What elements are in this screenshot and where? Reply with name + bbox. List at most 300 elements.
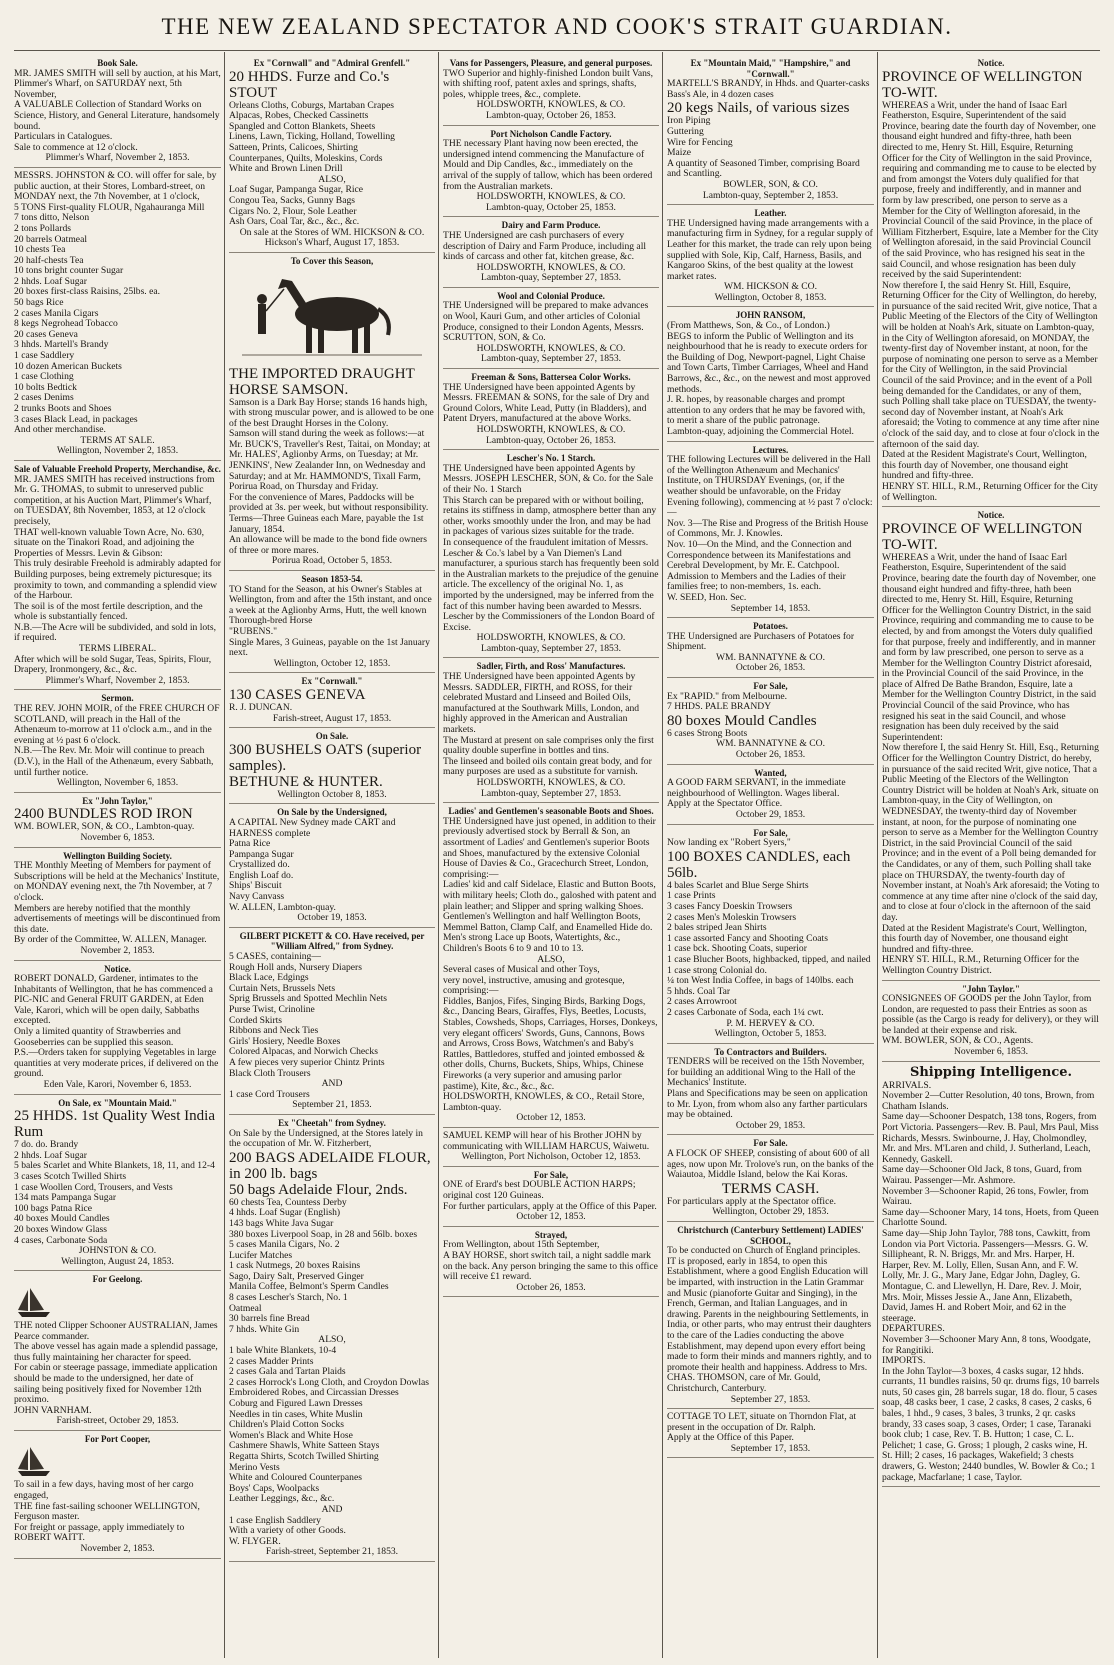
advertisement (14, 796, 221, 848)
ad-line: THE Undersigned will be prepared to make advances on Wool, Kauri Gum, and other articles of Colonial Produce, consigned to their London Agents, Messrs. SCRUTTON, SON, & Co. (443, 300, 649, 344)
ad-line: This Starch can be prepared with or without boiling, retains its stiffness in damp, atmosphere better than any other, works smoothly under the Iron, and may be had in packages of various sizes suitable for the trade. (443, 494, 657, 538)
ad-line: THE Undersigned have just opened, in addition to their previously advertised stock by Berrall & Son, an assortment of Ladies' and Gentlemen's superior Boots and Shoes, manufactured by the extensive Colonial House of Davies & Co., Gracechurch Street, London, comprising:— (443, 815, 656, 880)
ad-line: HOLDSWORTH, KNOWLES, & CO. (476, 777, 626, 788)
ad-line: 40 boxes Mould Candles (14, 1213, 110, 1225)
ad-line: November 2, 1853. (80, 1543, 155, 1555)
ad-line: October 12, 1853. (516, 1112, 586, 1124)
ad-line: P.S.—Orders taken for supplying Vegetables in large quantities at very moderate prices, if delivered on the ground. (14, 1047, 219, 1080)
advertisement (443, 1131, 659, 1167)
ad-heading: For Sale, (753, 827, 788, 838)
ad-line: Ladies' kid and calf Sidelace, Elastic and Button Boots, with military heels; Cloth do., galoshed with patent and plain leather; and Slipper and spring walking Shoes. (443, 879, 657, 912)
ad-line: Now therefore I, the said Henry St. Hill, Esquire, Returning Officer for the City of Wellington, do hereby, in pursuance of the said recited Writ, give notice, That a Public Meeting of the Electors of the City of Wellington will be holden at Noah's Ark, situate on Lambton-quay, in the City of Wellington aforesaid, on MONDAY, the twenty-first day of November instant, at noon, for the purpose of nominating one person to serve as a Member for the City of Wellington, in the said Provincial Council of the said Province; and in the event of a Poll being demanded for the Candidates, or any of them, such Polling shall take place on TUESDAY, the twenty-second day of November instant, at Noah's Ark aforesaid; the Voting to commence at any time after nine o'clock of the said day, and to close at four o'clock in the afternoon of the said day. (882, 279, 1100, 450)
ad-line: TERMS CASH. (721, 1180, 820, 1197)
ad-line: Wellington, October 5, 1853. (714, 1028, 827, 1040)
ad-heading: Sadler, Firth, and Ross' Manufactures. (476, 661, 626, 672)
ad-line: N.B.—The Rev. Mr. Moir will continue to preach (D.V.), in the Hall of the Athenæum, every Sabbath, until further notice. (14, 745, 214, 778)
ad-line: Now therefore I, the said Henry St. Hill, Esq., Returning Officer for the Wellington Country District, do hereby, in pursuance of the said recited Writ, give notice, That a Public Meeting of the Electors of the Wellington Country District will be holden at Noah's Ark, situate on Lambton-quay, in the City of Wellington, on WEDNESDAY, the twenty-third day of November instant, at noon, for the purpose of nominating one person to serve as a Member for the Wellington Country District, in the said Provincial Council of the said Province; and in the event of a Poll being demanded for the Candidates, or any of them, such Polling shall take place on THURSDAY, the twenty-fourth day of November instant, at Noah's Ark aforesaid; the Voting to commence at any time after nine o'clock of the said day, and to close at four o'clock in the afternoon of the said day. (882, 742, 1100, 923)
ad-line: 7 do. do. Brandy (14, 1139, 79, 1151)
ad-line: 2 cases Madder Prints (229, 1355, 314, 1367)
ad-line: HOLDSWORTH, KNOWLES, & CO. (476, 191, 626, 203)
ad-line: Bass's Ale, in 4 dozen cases (667, 88, 774, 100)
ad-line: MARTELL'S BRANDY, in Hhds. and Quarter-casks (667, 78, 870, 90)
ad-line: 2 cases Denims (14, 392, 74, 404)
ad-line: Alpacas, Robes, Checked Cassinetts (229, 110, 369, 122)
advertisement (443, 372, 659, 450)
ad-line: Lambton-quay, September 27, 1853. (480, 642, 622, 654)
ad-line: Oatmeal (229, 1302, 262, 1314)
ad-line: 25 HHDS. 1st Quality West India Rum (14, 1108, 216, 1141)
ad-line: Apply at the Spectator Office. (667, 798, 783, 810)
ad-heading: Notice. (977, 510, 1005, 521)
ad-line: Ribbons and Neck Ties (229, 1025, 319, 1037)
ad-line: 5 CASES, containing— (229, 951, 321, 963)
ad-line: November 2—Cutter Resolution, 40 tons, Brown, from Chatham Islands. (882, 1090, 1095, 1112)
ad-line: 1 case English Saddlery (229, 1514, 321, 1526)
ad-line: THAT well-known valuable Town Acre, No. 630, situate on the Tinakori Road, and adjoining the Properties of Messrs. Levin & Gibson: (14, 526, 205, 559)
ad-line: W. FLYGER. (229, 1535, 281, 1547)
advertisement (667, 1138, 874, 1222)
ad-line: THE fine fast-sailing schooner WELLINGTON, Ferguson master. (14, 1500, 200, 1523)
ad-line: Nov. 10—On the Mind, and the Connection and Correspondence between its Manifestations and Cerebral Development, by Mr. E. Catchpool. (667, 538, 852, 572)
ad-line: For the convenience of Mares, Paddocks will be provided at 3s. per week, but without responsibility. (229, 491, 429, 514)
ad-line: WM. BOWLER, SON, & CO., Lambton-quay. (14, 821, 195, 833)
ad-line: Ash Oars, Coal Tar, &c., &c., &c. (229, 216, 360, 228)
ad-line: Lucifer Matches (229, 1249, 293, 1261)
ad-heading: For Geelong. (92, 1274, 143, 1285)
ad-line: September 14, 1853. (730, 602, 811, 614)
ad-line: Wellington, October 12, 1853. (273, 657, 391, 669)
ad-line: 143 bags White Java Sugar (229, 1217, 334, 1229)
advertisement (443, 129, 659, 218)
ad-line: THE Undersigned have been appointed Agents by Messrs. SADDLER, FIRTH, and ROSS, for their celebrated Mustard and Linseed and Boiled Oils, manufactured at the Southwark Mills, London, and highly approved in the American and Australian markets. (443, 671, 640, 736)
ad-line: 1 case bck. Shooting Coats, superior (667, 943, 807, 955)
ad-line: Orleans Cloths, Coburgs, Martaban Crapes (229, 99, 395, 111)
ad-line: Wellington, August 24, 1853. (61, 1255, 174, 1267)
ad-line: 1 case Prints (667, 890, 716, 902)
ad-heading: Ladies' and Gentlemen's seasonable Boots and Shoes. (448, 806, 654, 817)
ad-line: Crystallized do. (229, 859, 290, 871)
ad-line: Wellington, November 6, 1853. (56, 777, 179, 789)
ad-line: HOLDSWORTH, KNOWLES, & CO., Retail Store, Lambton-quay. (443, 1091, 645, 1113)
advertisement (667, 681, 874, 765)
advertisement (667, 768, 874, 825)
column-1 (14, 58, 221, 1658)
ad-line: Lambton-quay, September 2, 1853. (702, 189, 839, 201)
ad-line: November 6, 1853. (953, 1046, 1029, 1058)
ad-line: 1 case Cord Trousers (229, 1088, 310, 1100)
ad-heading: Ex "Mountain Maid," "Hampshire," and "Cornwall." (690, 58, 851, 79)
ad-line: 4 hhds. Loaf Sugar (English) (229, 1207, 341, 1219)
ad-line: IMPORTS. (882, 1355, 926, 1367)
advertisement (14, 1098, 221, 1272)
ad-line: 5 TONS First-quality FLOUR, Ngahauranga Mill (14, 201, 205, 213)
ad-heading: Leather. (754, 208, 787, 219)
ad-line: 1 bale White Blankets, 10-4 (229, 1345, 337, 1357)
advertisement (667, 1225, 874, 1409)
ad-line: BETHUNE & HUNTER. (229, 773, 383, 790)
ad-line: 20 kegs Nails, of various sizes (667, 100, 850, 117)
ad-line: THE Undersigned having made arrangements with a manufacturing firm in Sydney, for a regular supply of Leather for this market, the trade can rely upon being supplied with Sole, Kip, Calf, Harness, Basils, and Kangaroo Skins, of the best quality at the lowest market rates. (667, 217, 873, 282)
ad-heading: Dairy and Farm Produce. (501, 220, 601, 231)
ad-heading: Ex "Cornwall." (301, 676, 363, 687)
ad-line: Patna Rice (229, 838, 271, 850)
ad-line: A VALUABLE Collection of Standard Works on Science, History, and General Literature, handsomely bound. (14, 99, 220, 132)
ad-heading: On Sale by the Undersigned, (277, 807, 387, 818)
ad-line: Black Cloth Trousers (229, 1067, 311, 1079)
ad-line: Cashmere Shawls, White Satteen Stays (229, 1440, 380, 1452)
ad-line: 2400 BUNDLES ROD IRON (14, 806, 193, 823)
ad-line: WM. HICKSON & CO. (723, 281, 817, 293)
ad-line: 1 case Woollen Cord, Trousers, and Vests (14, 1181, 173, 1193)
ad-line: PROVINCE OF WELLINGTON TO-WIT. (882, 68, 1083, 101)
ad-line: With a variety of other Goods. (229, 1525, 346, 1537)
ad-line: BEGS to inform the Public of Wellington and its neighbourhood that he is ready to execute orders for the Building of Dog, Newport-pagnel, Light Chaise and Town Carts, Timber Carriages, Wheel and Hand Barrows, &c., &c., on the newest and most approved methods. (667, 330, 871, 395)
ad-line: 200 BAGS ADELAIDE FLOUR, in 200 lb. bags (229, 1149, 431, 1182)
ad-heading: On Sale. (315, 731, 349, 742)
ad-line: 20 boxes Window Glass (14, 1223, 107, 1235)
ad-heading: Lescher's No. 1 Starch. (506, 453, 596, 464)
column-rule (438, 52, 439, 1658)
ad-line: ARRIVALS. (882, 1079, 932, 1091)
advertisement (443, 453, 659, 658)
ad-line: Several cases of Musical and other Toys, (443, 964, 600, 976)
ad-line: "RUBENS." (229, 625, 278, 637)
ad-line: 80 boxes Mould Candles (667, 712, 817, 729)
ad-line: (From Matthews, Son, & Co., of London.) (667, 320, 830, 332)
ad-line: 2 tons Pollards (14, 222, 72, 234)
ad-line: THE following Lectures will be delivered in the Hall of the Wellington Athenæum and Mechanics' Institute, on THURSDAY Evenings, (or, if the weather should be unfavorable, on the Friday Evening following), commencing at ½ past 7 o'clock:— (667, 454, 873, 519)
ad-line: ALSO, (318, 173, 346, 185)
column-5 (882, 58, 1100, 1658)
advertisement (229, 676, 435, 728)
ad-line: 3 cases Black Lead, in packages (14, 413, 138, 425)
ad-heading: For Port Cooper, (84, 1433, 151, 1444)
ad-line: A quantity of Seasoned Timber, comprising Board and Scantling. (667, 157, 860, 180)
ad-heading: Wanted, (754, 767, 787, 778)
ad-line: On Sale by the Undersigned, at the Stores lately in the occupation of Mr. W. Fitzherbert, (229, 1127, 423, 1150)
advertisement (667, 621, 874, 678)
ad-line: 7 HHDS. PALE BRANDY (667, 701, 772, 713)
ad-line: TENDERS will be received on the 15th November, for building an additional Wing to the Hall of the Mechanics' Institute. (667, 1056, 865, 1089)
ad-line: Girls' Hosiery, Needle Boxes (229, 1035, 341, 1047)
ad-line: For further particulars, apply at the Office of this Paper. (443, 1200, 657, 1212)
ad-line: Leather Leggings, &c., &c. (229, 1493, 335, 1505)
ad-line: Same day—Schooner Mary, 14 tons, Hoets, from Queen Charlotte Sound. (882, 1206, 1099, 1229)
advertisement (882, 984, 1100, 1062)
ad-line: JOHN VARNHAM. (14, 1404, 92, 1416)
ad-line: Plimmer's Wharf, November 2, 1853. (45, 152, 190, 164)
ad-line: ROBERT DONALD, Gardener, intimates to the Inhabitants of Wellington, that he has commenced a PIC-NIC and General FRUIT GARDEN, at Eden Vale, Karori, which will be open daily, Sabbaths excepted. (14, 973, 213, 1027)
ad-line: BOWLER, SON, & CO. (723, 178, 818, 190)
ad-line: HOLDSWORTH, KNOWLES, & CO. (476, 261, 626, 273)
advertisement (667, 208, 874, 307)
ad-line: Wellington, October 8, 1853. (714, 291, 827, 303)
ad-line: October 19, 1853. (297, 912, 367, 924)
ad-line: For freight or passage, apply immediately to ROBERT WAITT. (14, 1521, 185, 1544)
ad-line: Corded Skirts (229, 1014, 283, 1026)
advertisement (229, 807, 435, 928)
ad-line: 1 case Blucher Boots, highbacked, tipped, and nailed (667, 953, 871, 965)
ad-line: Terms—Three Guineas each Mare, payable the 1st January, 1854. (229, 513, 424, 535)
ad-line: By order of the Committee, W. ALLEN, Manager. (14, 934, 207, 946)
ad-heading: Sermon. (101, 693, 134, 704)
ad-heading: Book Sale. (97, 58, 138, 68)
ad-line: WM. BOWLER, SON, & CO., Agents. (882, 1035, 1034, 1047)
ad-line: HOLDSWORTH, KNOWLES, & CO. (476, 99, 626, 111)
ad-line: Lambton-quay, adjoining the Commercial Hotel. (667, 426, 854, 437)
ad-line: P. M. HERVEY & CO. (726, 1017, 815, 1029)
ad-line: November 6, 1853. (80, 831, 155, 843)
advertisement (229, 256, 435, 571)
ad-line: TERMS AT SALE. (80, 434, 155, 446)
ad-line: The linseed and boiled oils contain great body, and for many purposes are used as a substitute for varnish. (443, 755, 652, 778)
advertisement (443, 220, 659, 288)
ad-line: 1 cask Nutmegs, 20 boxes Raisins (229, 1260, 361, 1272)
ad-heading: For Sale. (753, 1138, 788, 1149)
ad-line: Dated at the Resident Magistrate's Court, Wellington, this fourth day of November, one thousand eight hundred and fifty-three. (882, 449, 1087, 482)
ad-line: September 17, 1853. (730, 1442, 811, 1454)
ad-line: Needles in tin cases, White Muslin (229, 1408, 363, 1420)
ad-line: TWO Superior and highly-finished London built Vans, with shifting roof, patent axles and springs, shafts, poles, whipple trees, &c., complete. (443, 67, 654, 100)
ad-line: Wire for Fencing (667, 136, 733, 148)
ad-line: THE Undersigned are cash purchasers of every description of Dairy and Farm Produce, including all kinds of carcass and other fat, kitchen grease, &c. (443, 229, 647, 263)
ad-line: ALSO, (318, 1334, 346, 1346)
advertisement (14, 1274, 221, 1431)
ad-line: 50 bags Rice (14, 297, 64, 309)
ad-line: White and Coloured Counterpanes (229, 1472, 362, 1484)
ad-line: Samson will stand during the week as follows:—at Mr. BUCK'S, Traveller's Rest, Taitai, on Monday; at Mr. HALES', Aglionby Arms, on Tuesday; at Mr. JENKINS', New Zealander Inn, on Wednesday and Saturday; and at Mr. HAMMOND'S, Tixall Farm, Porirua Road, on Thursday and Friday. (229, 428, 431, 493)
ad-heading: Strayed, (534, 1229, 568, 1240)
advertisement (14, 851, 221, 961)
advertisement (14, 171, 221, 461)
ad-line: very novel, instructive, amusing and grotesque, comprising:— (443, 974, 625, 997)
advertisement (14, 693, 221, 792)
ad-line: The Mustard at present on sale comprises only the first quality double superfine in bottles and tins. (443, 734, 654, 757)
ad-line: A CAPITAL New Sydney made CART and HARNESS complete (229, 816, 396, 839)
advertisement (882, 1065, 1100, 1488)
ad-heading: To Cover this Season, (290, 255, 374, 266)
ad-line: A FLOCK OF SHEEP, consisting of about 600 of all ages, now upon Mr. Trolove's run, on the banks of the Waiautoa, Middle Island, below the Kai Koras. (667, 1148, 874, 1181)
ad-line: October 29, 1853. (735, 809, 806, 820)
ad-line: Colored Alpacas, and Norwich Checks (229, 1046, 378, 1058)
ad-line: Lambton-quay, September 27, 1853. (480, 353, 622, 365)
advertisement (667, 1412, 874, 1458)
ad-line: WHEREAS a Writ, under the hand of Isaac Earl Featherston, Esquire, Superintendent of the said Province, bearing date the fourth day of November, one thousand eight hundred and fifty-three, hath been directed to me, Henry St. Hill, Esquire, Returning Officer for the Wellington Country District, in the said Province, requiring and commanding me to cause to be elected, by and from amongst the Voters duly qualified for that purpose, freely and indifferently, and in manner and form by law prescribed, one person to serve as a Member for the Wellington Country District aforesaid, in the Provincial Council of the said Province, in the place of Alfred De Bathe Brandon, Esquire, late a Member for the Wellington Country District, in the said Provincial Council of the said Province, who has resigned his seat in the said Council, and whose resignation has been duly received by the said Superintendent: (882, 551, 1097, 743)
ad-line: WM. BANNATYNE & CO. (716, 651, 825, 663)
ad-line: 2 cases Gala and Tartan Plaids (229, 1366, 346, 1378)
ad-line: Lambton-quay, October 26, 1853. (486, 109, 616, 121)
ad-line: Linens, Lawn, Ticking, Holland, Towelling (229, 131, 395, 143)
ad-line: A BAY HORSE, short switch tail, a night saddle mark on the back. Any person bringing the same to this office will receive £1 reward. (443, 1249, 658, 1283)
ad-line: Members are hereby notified that the monthly advertisements of meetings will be discontinued from this date. (14, 902, 221, 935)
advertisement (14, 58, 221, 168)
draught-horse-engraving (242, 269, 422, 364)
ad-line: For cabin or steerage passage, immediate application should be made to the undersigned, her date of sailing being positively fixed for November 12th proximo. (14, 1362, 218, 1406)
ad-line: An allowance will be made to the bond fide owners of three or more mares. (229, 534, 427, 556)
ad-line: Iron Piping (667, 115, 711, 127)
ad-heading: For Sale, (753, 681, 788, 692)
ad-line: 100 bags Patna Rice (14, 1202, 93, 1214)
ad-line: TERMS LIBERAL. (78, 643, 157, 655)
ad-line: 10 chests Tea (14, 244, 66, 256)
ad-line: 20 boxes first-class Raisins, 25lbs. ea. (14, 286, 161, 298)
ad-line: Farish-street, August 17, 1853. (272, 712, 392, 724)
ad-line: Wellington, November 2, 1853. (56, 445, 179, 457)
ad-line: Nov. 3—The Rise and Progress of the British House of Commons, Mr. J. Knowles. (667, 517, 869, 540)
ad-line: DEPARTURES. (882, 1323, 945, 1335)
ad-line: Lambton-quay, September 27, 1853. (480, 787, 622, 799)
ad-line: 300 BUSHELS OATS (superior samples). (229, 741, 422, 774)
ad-line: In consequence of the fraudulent imitation of Messrs. Lescher & Co.'s label by a Van Diemen's Land manufacturer, a spurious starch has frequently been sold in the Australian markets to the prejudice of the genuine article. The excellency of the original No. 1, as imported by the undersigned, may be inferred from the fact of this number having been awarded to Messrs. Lescher by the Commissioners of the London Board of Excise. (443, 536, 659, 633)
ad-line: 10 dozen American Buckets (14, 360, 122, 372)
ad-line: 2 hhds. Loaf Sugar (14, 1149, 88, 1161)
ad-line: 5 cases Manila Cigars, No. 2 (229, 1239, 340, 1251)
column-4 (667, 58, 874, 1658)
ad-line: MR. JAMES SMITH will sell by auction, at his Mart, Plimmer's Wharf, on SATURDAY next, 5th November, (14, 67, 221, 100)
ad-line: 380 boxes Liverpool Soap, in 28 and 56lb. boxes (229, 1228, 418, 1240)
ad-line: 30 barrels fine Bread (229, 1313, 310, 1325)
ad-line: The above vessel has again made a splendid passage, thus fully maintaining her character for speed. (14, 1341, 218, 1363)
ad-line: 2 cases Horrock's Long Cloth, and Croydon Dowlas (229, 1376, 429, 1388)
column-rule (224, 52, 225, 1658)
ad-line: HOLDSWORTH, KNOWLES, & CO. (476, 632, 626, 644)
ad-line: Plimmer's Wharf, November 2, 1853. (45, 674, 190, 686)
advertisement (443, 661, 659, 803)
ad-line: Sprig Brussels and Spotted Mechlin Nets (229, 993, 388, 1005)
advertisement (229, 731, 435, 804)
ad-line: TO Stand for the Season, at his Owner's Stables at Wellington, from and after the 15th instant, and once a week at the Aglionby Arms, Hutt, the well known Thorough-bred Horse (229, 583, 432, 627)
ad-line: Boys' Caps, Woolpacks (229, 1482, 320, 1494)
ad-line: Apply at the Office of this Paper. (667, 1432, 794, 1444)
ad-line: Purse Twist, Crinoline (229, 1004, 315, 1015)
advertisement (229, 1118, 435, 1562)
ad-line: On sale at the Stores of WM. HICKSON & CO. (239, 226, 425, 238)
ad-line: Spangled and Cotton Blankets, Sheets (229, 120, 376, 132)
ad-heading: JOHN RANSOM, (735, 310, 806, 321)
ad-line: Samson is a Dark Bay Horse; stands 16 hands high, with strong muscular power, and is allowed to be one of the best Draught Horses in the Colony. (229, 396, 434, 429)
ad-line: 1 case strong Colonial do. (667, 964, 767, 976)
ad-line: AND (321, 1078, 343, 1090)
ad-line: 20 HHDS. Furze and Co.'s STOUT (229, 68, 390, 101)
ad-line: Curtain Nets, Brussels Nets (229, 982, 336, 994)
masthead-title: THE NEW ZEALAND SPECTATOR AND COOK'S STRAIT GUARDIAN. (161, 14, 953, 39)
ad-line: September 27, 1853. (730, 1393, 811, 1405)
ad-line: 3 hhds. Martell's Brandy (14, 339, 109, 351)
advertisement (14, 464, 221, 690)
ad-line: November 3—Schooner Mary Ann, 8 tons, Woodgate, for Rangitiki. (882, 1333, 1091, 1356)
ad-heading: Freeman & Sons, Battersea Color Works. (471, 372, 631, 383)
ad-line: September 21, 1853. (292, 1099, 372, 1111)
ad-line: Coburg and Figured Lawn Dresses (229, 1398, 363, 1409)
ad-line: Sago, Dairy Salt, Preserved Ginger (229, 1270, 364, 1282)
ad-line: Manila Coffee, Belmont's Sperm Candles (229, 1281, 389, 1293)
ad-line: Same day—Schooner Old Jack, 8 tons, Guard, from Wairau. Passenger—Mr. Ashmore. (882, 1164, 1082, 1186)
ad-line: 2 bales striped Jean Shirts (667, 922, 767, 934)
ad-heading: Sale of Valuable Freehold Property, Merchandise, &c. (14, 463, 221, 474)
ad-line: IT is proposed, early in 1854, to open this Establishment, where a good English Education will be imparted, with instruction in the Latin Grammar and Music (pianoforte Guitar and Singing), in the French, German, and Italian Languages, and in drawing. Parents in the neighbouring Settlements, in India, or other parts, who may entrust their daughters to the care of the Ladies conducting the above Establishment, may depend upon every effort being made to form their minds and manners rightly, and to promote their health and happiness. Address to Mrs. CHAS. THOMSON, care of Mr. Gould, Christchurch, Canterbury. (667, 1255, 872, 1394)
advertisement (229, 58, 435, 253)
column-2 (229, 58, 435, 1658)
ad-line: 2 cases Arrowroot (667, 996, 737, 1008)
ad-line: The soil is of the most fertile description, and the whole is substantially fenced. (14, 600, 203, 623)
ad-line: To be conducted on Church of England principles. (667, 1245, 861, 1257)
ad-heading: Potatoes. (753, 621, 788, 632)
schooner-engraving (14, 1286, 54, 1320)
ad-line: THE noted Clipper Schooner AUSTRALIAN, James Pearce commander. (14, 1319, 218, 1342)
ad-line: Fiddles, Banjos, Fifes, Singing Birds, Barking Dogs, &c., Dancing Bears, Giraffes, Flys, Beetles, Locusts, Stables, Cowsheds, Shops, Carriages, Horses, Donkeys, very elegant officers' Swords, Guns, Cannons, Bows and Arrows, Cross Bows, Watchmen's and Baby's Rattles, Battledores, stuffed and jointed embossed & other dolls, Churns, Buckets, Ships, Whips, Chinese Fireworks (a very superior and amusing parlor pastime), Kite, &c., &c., &c. (443, 995, 658, 1092)
ad-line: For particulars apply at the Spectator office. (667, 1195, 836, 1207)
ad-line: Ex "RAPID." from Melbourne. (667, 690, 788, 702)
ad-line: Wellington, October 29, 1853. (712, 1206, 829, 1218)
advertisement (443, 1170, 659, 1227)
ad-line: Maize (667, 147, 691, 159)
ad-line: Men's strong Lace up Boots, Watertights, &c., Children's Boots 6 to 9 and 10 to 13. (443, 932, 621, 954)
ad-line: THE Monthly Meeting of Members for payment of Subscriptions will be held at the Mechanics' Institute, on MONDAY evening next, the 7th November, at 7 o'clock. (14, 860, 220, 903)
ad-line: 2 cases Carbonate of Soda, each 1¼ cwt. (667, 1006, 824, 1018)
ad-line: A few pieces very superior Chintz Prints (229, 1056, 385, 1068)
advertisement (667, 828, 874, 1044)
ad-line: November 2, 1853. (80, 944, 155, 956)
ad-heading: Wool and Colonial Produce. (497, 290, 605, 301)
ad-line: JOHNSTON & CO. (78, 1245, 157, 1257)
ad-line: HENRY ST. HILL, R.M., Returning Officer for the City of Wellington. (882, 480, 1098, 503)
ad-line: Gentlemen's Wellington and half Wellington Boots, Memmel Batton, Clamp Calf, and Enamelled Hide do. (443, 911, 653, 933)
ad-line: 7 hhds. White Gin (229, 1323, 300, 1335)
ad-line: Embroidered Robes, and Circassian Dresses (229, 1387, 399, 1399)
ad-line: WHEREAS a Writ, under the hand of Isaac Earl Featherston, Esquire, Superintendent of the said Province, bearing date the fourth day of November, one thousand eight hundred and fifty-three, hath been directed to me, Henry St. Hill, Esquire, Returning Officer for the City of Wellington in the said Province, requiring and commanding me to cause to be elected by and from amongst the Voters duly qualified for that purpose, freely and indifferently, and in manner and form by law prescribed, one person to serve as a Member for the City of Wellington aforesaid, in the Provincial Council of the said Province, in the place of William Fitzherbert, Esquire, late a Member for the City of Wellington aforesaid, in the said Provincial Council of the said Province, who has resigned his seat in the said Council, and whose resignation has been duly received by the said Superintendent: (882, 99, 1099, 281)
ad-line: In the John Taylor—3 boxes, 4 casks sugar, 12 hhds. currants, 11 bundles raisins, 50 qr. drums figs, 10 barrels nuts, 50 cases gin, 28 barrels sugar, 18 do. flour, 5 cases soap, 48 casks beer, 1 case, 2 casks, 8 cases, 2 casks, 6 bales, 1 hhd., 9 cases, 3 bales, 3 trunks, 2 qr. casks brandy, 33 cases soap, 3 cases, Order; 1 case, Taranaki book club; 1 case, Rev. T. B. Hutton; 1 case, C. L. Pelichet; 1 case, G. Gross; 1 plough, 2 casks wine, H. St. Hill; 2 cases, 16 packages, Wakefield; 3 chests drawers, G. Weston; 2440 bundles, W. Bowler & Co.; 1 package, Macfarlane; 1 case, Taylor. (882, 1365, 1100, 1483)
ad-line: Cigars No. 2, Flour, Sole Leather (229, 205, 357, 217)
ad-line: 3 cases Scotch Twilled Shirts (14, 1171, 127, 1182)
advertisement (667, 310, 874, 441)
ad-heading: On Sale, ex "Mountain Maid." (58, 1097, 177, 1108)
ad-line: Farish-street, September 21, 1853. (265, 1546, 399, 1558)
ad-line: SAMUEL KEMP will hear of his Brother JOHN by communicating with WILLIAM HARCUS, Waiwetu. (443, 1130, 650, 1152)
column-3 (443, 58, 659, 1658)
ad-line: Congou Tea, Sacks, Gunny Bags (229, 194, 355, 206)
ad-line: 2 cases Manila Cigars (14, 307, 99, 319)
ad-line: 1 case Clothing (14, 371, 74, 383)
ad-line: Sale to commence at 12 o'clock. (14, 141, 138, 153)
ad-line: A GOOD FARM SERVANT, in the immediate neighbourhood of Wellington. Wages liberal. (667, 777, 846, 799)
ad-line: And other merchandise. (14, 424, 106, 436)
ad-line: 8 cases Lescher's Starch, No. 1 (229, 1292, 348, 1304)
ad-line: Loaf Sugar, Pampanga Sugar, Rice (229, 184, 364, 196)
ad-line: 5 bales Scarlet and White Blankets, 18, 11, and 12-4 (14, 1160, 215, 1172)
ad-line: Merino Vests (229, 1461, 280, 1473)
ad-line: 6 cases Strong Boots (667, 727, 748, 739)
ad-line: This truly desirable Freehold is admirably adapted for Building purposes, being extremely picturesque; its proximity to town, and commanding a splendid view of the Harbour. (14, 558, 221, 602)
ad-line: AND (321, 1503, 343, 1515)
ad-line: Hickson's Wharf, August 17, 1853. (264, 237, 400, 249)
ad-line: Navy Canvass (229, 891, 285, 903)
ad-line: 134 mats Pampanga Sugar (14, 1192, 117, 1204)
ad-line: R. J. DUNCAN. (229, 701, 293, 713)
ad-line: 60 chests Tea, Countess Derby (229, 1196, 347, 1208)
ad-line: 8 kegs Negrohead Tobacco (14, 318, 118, 330)
ad-heading: Lectures. (752, 444, 789, 455)
column-rule (662, 52, 663, 1658)
ad-heading: For Sale, (533, 1169, 569, 1180)
ad-heading: Christchurch (Canterbury Settlement) LADIES' SCHOOL, (677, 1225, 864, 1246)
ad-line: THE necessary Plant having now been erected, the undersigned intend commencing the Manufacture of Mould and Dip Candles, &c., immediately on the arrival of the supply of tallow, which has been ordered from the Australian markets. (443, 138, 653, 192)
advertisement (443, 291, 659, 369)
ad-heading: Season 1853-54. (301, 574, 363, 584)
ad-heading: Notice. (104, 963, 131, 974)
ad-line: 1 case assorted Fancy and Shooting Coats (667, 932, 828, 944)
advertisement (443, 58, 659, 126)
advertisement (443, 1230, 659, 1298)
